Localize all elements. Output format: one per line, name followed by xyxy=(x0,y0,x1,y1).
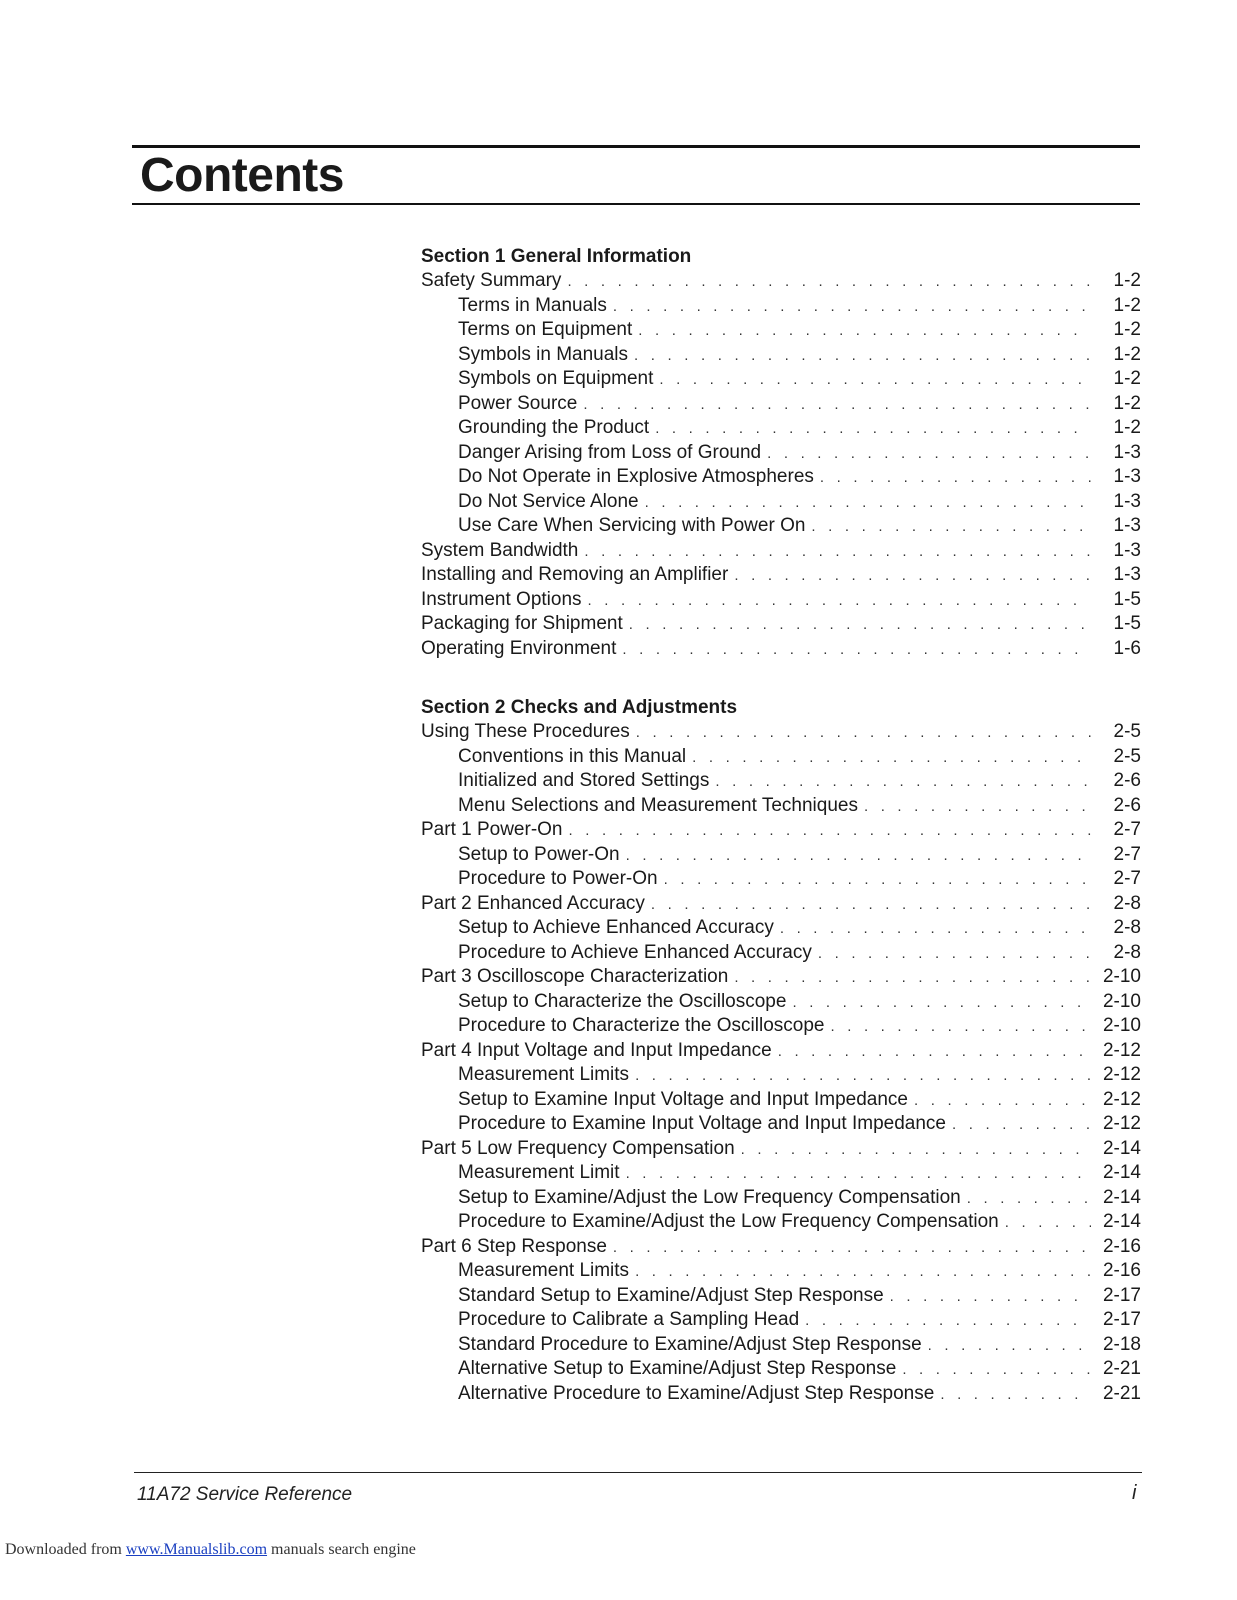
toc-entry[interactable] xyxy=(421,637,1141,662)
toc-entry-list xyxy=(421,720,1141,1406)
toc-page-number: 2-12 xyxy=(1102,1113,1141,1134)
toc-entry[interactable] xyxy=(421,1333,1141,1358)
dot-leader xyxy=(928,1334,1091,1359)
toc-entry-title: Part 4 Input Voltage and Input Impedance xyxy=(421,1039,772,1061)
toc-entry-title: Do Not Operate in Explosive Atmospheres xyxy=(458,466,814,487)
toc-page-number: 1-3 xyxy=(1113,564,1141,585)
toc-entry[interactable] xyxy=(421,916,1141,941)
toc-page-number: 2-8 xyxy=(1113,941,1141,963)
toc-entry[interactable] xyxy=(421,1259,1141,1284)
toc-entry-title: Power Source xyxy=(458,392,578,414)
toc-entry[interactable] xyxy=(421,843,1141,868)
dot-leader xyxy=(638,319,1091,344)
toc-page-number: 2-7 xyxy=(1113,819,1141,840)
dot-leader xyxy=(741,1138,1091,1163)
toc-entry-title: Menu Selections and Measurement Techniques xyxy=(458,794,858,816)
toc-page-number: 2-17 xyxy=(1102,1309,1141,1330)
toc-page-number: 1-3 xyxy=(1113,539,1141,561)
toc-entry[interactable] xyxy=(421,588,1141,613)
dot-leader xyxy=(626,1162,1091,1187)
dot-leader xyxy=(626,844,1091,869)
toc-entry-title: Conventions in this Manual xyxy=(458,745,687,767)
toc-page-number: 2-10 xyxy=(1102,990,1141,1012)
toc-page-number: 1-2 xyxy=(1113,343,1141,365)
toc-page-number: 2-16 xyxy=(1102,1260,1141,1281)
toc-entry[interactable] xyxy=(421,1039,1141,1064)
dot-leader xyxy=(655,417,1091,442)
toc-entry-title: Safety Summary xyxy=(421,270,562,291)
toc-page-number: 1-3 xyxy=(1113,441,1141,463)
toc-page-number: 1-3 xyxy=(1113,466,1141,487)
toc-page-number: 2-10 xyxy=(1102,1015,1141,1036)
toc-entry-title: System Bandwidth xyxy=(421,539,579,561)
toc-page-number: 2-16 xyxy=(1102,1235,1141,1257)
toc-entry-title: Standard Procedure to Examine/Adjust Step Response xyxy=(458,1333,922,1355)
dot-leader xyxy=(767,442,1091,467)
toc-page-number: 2-6 xyxy=(1113,770,1141,791)
toc-entry-title: Grounding the Product xyxy=(458,417,650,438)
dot-leader xyxy=(805,1309,1091,1334)
toc-entry[interactable] xyxy=(421,745,1141,770)
toc-page-number: 1-6 xyxy=(1113,637,1141,659)
toc-entry-title: Procedure to Examine/Adjust the Low Frequency Compensation xyxy=(458,1211,999,1232)
toc-entry-title: Part 5 Low Frequency Compensation xyxy=(421,1137,735,1159)
toc-entry-title: Using These Procedures xyxy=(421,721,630,742)
dot-leader xyxy=(734,966,1091,991)
dot-leader xyxy=(940,1383,1091,1408)
toc-entry[interactable] xyxy=(421,539,1141,564)
toc-entry[interactable] xyxy=(421,941,1141,966)
toc-page-number: 2-17 xyxy=(1102,1284,1141,1306)
footer-page-number: i xyxy=(1132,1482,1137,1504)
dot-leader xyxy=(583,393,1091,418)
toc-page-number: 1-5 xyxy=(1113,588,1141,610)
toc-page-number: 2-12 xyxy=(1102,1088,1141,1110)
dot-leader xyxy=(584,540,1091,565)
dot-leader xyxy=(902,1358,1091,1383)
toc-entry[interactable] xyxy=(421,490,1141,515)
toc-entry-title: Procedure to Calibrate a Sampling Head xyxy=(458,1309,800,1330)
dot-leader xyxy=(645,491,1091,516)
toc-entry-title: Terms in Manuals xyxy=(458,294,607,316)
toc-entry-title: Symbols in Manuals xyxy=(458,343,629,365)
dot-leader xyxy=(567,270,1091,295)
dot-leader xyxy=(734,564,1091,589)
toc-page-number: 2-12 xyxy=(1102,1064,1141,1085)
dot-leader xyxy=(588,589,1091,614)
toc-page-number: 2-21 xyxy=(1102,1382,1141,1404)
toc-entry[interactable] xyxy=(421,612,1141,637)
toc-page-number: 1-2 xyxy=(1113,392,1141,414)
footer-title: 11A72 Service Reference xyxy=(137,1484,353,1505)
toc-entry[interactable] xyxy=(421,794,1141,819)
toc-page-number: 2-18 xyxy=(1102,1333,1141,1355)
dot-leader xyxy=(792,991,1091,1016)
toc-entry[interactable] xyxy=(421,416,1141,441)
toc-page-number: 2-5 xyxy=(1113,745,1141,767)
dot-leader xyxy=(967,1187,1091,1212)
toc-page-number: 2-7 xyxy=(1113,868,1141,889)
toc-entry-title: Procedure to Power-On xyxy=(458,868,658,889)
toc-entry-title: Alternative Procedure to Examine/Adjust Step Response xyxy=(458,1382,935,1404)
toc-entry-title: Terms on Equipment xyxy=(458,319,633,340)
toc-page-number: 1-2 xyxy=(1113,417,1141,438)
dot-leader xyxy=(1005,1211,1091,1236)
toc-entry[interactable] xyxy=(421,269,1141,294)
toc-entry[interactable] xyxy=(421,1161,1141,1186)
toc-entry-title: Measurement Limits xyxy=(458,1260,630,1281)
dot-leader xyxy=(952,1113,1091,1138)
toc-entry-title: Setup to Examine/Adjust the Low Frequency Compensation xyxy=(458,1186,961,1208)
download-watermark xyxy=(5,1541,416,1559)
toc-entry[interactable] xyxy=(421,818,1141,843)
dot-leader xyxy=(635,1064,1091,1089)
section-heading: Section 1 General Information xyxy=(421,246,692,267)
dot-leader xyxy=(811,515,1091,540)
toc-entry[interactable] xyxy=(421,867,1141,892)
toc-page-number: 2-5 xyxy=(1113,721,1141,742)
toc-entry[interactable] xyxy=(421,1186,1141,1211)
dot-leader xyxy=(622,638,1091,663)
dot-leader xyxy=(659,368,1091,393)
dot-leader xyxy=(818,942,1091,967)
toc-page-number: 2-21 xyxy=(1102,1358,1141,1379)
toc-entry[interactable] xyxy=(421,769,1141,794)
toc-page-number: 1-3 xyxy=(1113,515,1141,536)
toc-entry[interactable] xyxy=(421,1014,1141,1039)
dot-leader xyxy=(830,1015,1091,1040)
section-heading: Section 2 Checks and Adjustments xyxy=(421,697,738,718)
dot-leader xyxy=(569,819,1092,844)
toc-entry-title: Use Care When Servicing with Power On xyxy=(458,515,806,536)
dot-leader xyxy=(613,1236,1091,1261)
toc-entry-title: Setup to Achieve Enhanced Accuracy xyxy=(458,917,774,938)
dot-leader xyxy=(664,868,1091,893)
toc-entry-title: Measurement Limit xyxy=(458,1162,620,1183)
dot-leader xyxy=(780,917,1091,942)
page-title: Contents xyxy=(140,149,344,202)
toc-entry[interactable] xyxy=(421,514,1141,539)
toc-entry-title: Alternative Setup to Examine/Adjust Step Response xyxy=(458,1358,897,1379)
dot-leader xyxy=(820,466,1091,491)
toc-page-number: 2-14 xyxy=(1102,1186,1141,1208)
watermark-link[interactable]: www.Manualslib.com xyxy=(125,1541,268,1558)
toc-entry[interactable] xyxy=(421,318,1141,343)
toc-entry-title: Danger Arising from Loss of Ground xyxy=(458,441,762,463)
toc-page-number: 1-2 xyxy=(1113,319,1141,340)
dot-leader xyxy=(890,1285,1091,1310)
toc-entry-list xyxy=(421,269,1141,661)
toc-entry[interactable] xyxy=(421,1382,1141,1407)
toc-entry[interactable] xyxy=(421,1210,1141,1235)
dot-leader xyxy=(692,746,1091,771)
toc-page-number: 2-14 xyxy=(1102,1211,1141,1232)
toc-page-number: 2-8 xyxy=(1113,917,1141,938)
toc-entry[interactable] xyxy=(421,441,1141,466)
toc-entry[interactable] xyxy=(421,465,1141,490)
toc-entry-title: Operating Environment xyxy=(421,637,617,659)
toc-entry[interactable] xyxy=(421,343,1141,368)
toc-entry[interactable] xyxy=(421,367,1141,392)
toc-entry[interactable] xyxy=(421,1235,1141,1260)
toc-entry-title: Part 2 Enhanced Accuracy xyxy=(421,892,645,914)
toc-entry-title: Procedure to Achieve Enhanced Accuracy xyxy=(458,941,812,963)
toc-page-number: 2-6 xyxy=(1113,794,1141,816)
toc-page-number: 1-2 xyxy=(1113,270,1141,291)
toc-page-number: 1-3 xyxy=(1113,490,1141,512)
toc-entry-title: Packaging for Shipment xyxy=(421,613,623,634)
toc-section-2 xyxy=(421,695,1141,1406)
toc-page-number: 2-14 xyxy=(1102,1137,1141,1159)
toc-page-number: 2-12 xyxy=(1102,1039,1141,1061)
toc-entry-title: Part 3 Oscilloscope Characterization xyxy=(421,966,729,987)
toc-entry-title: Measurement Limits xyxy=(458,1064,630,1085)
toc-section-1 xyxy=(421,244,1141,661)
toc-page-number: 2-7 xyxy=(1113,843,1141,865)
title-rule-bottom xyxy=(132,203,1140,205)
toc-entry[interactable] xyxy=(421,1063,1141,1088)
toc-entry-title: Installing and Removing an Amplifier xyxy=(421,564,729,585)
toc-entry-title: Part 1 Power-On xyxy=(421,819,563,840)
toc-page-number: 2-14 xyxy=(1102,1162,1141,1183)
toc-entry[interactable] xyxy=(421,990,1141,1015)
toc-entry[interactable] xyxy=(421,563,1141,588)
toc-entry-title: Symbols on Equipment xyxy=(458,368,654,389)
footer-rule xyxy=(134,1472,1142,1473)
toc-entry[interactable] xyxy=(421,1357,1141,1382)
toc-entry-title: Initialized and Stored Settings xyxy=(458,770,710,791)
dot-leader xyxy=(634,344,1091,369)
dot-leader xyxy=(864,795,1091,820)
dot-leader xyxy=(635,1260,1091,1285)
toc-entry-title: Do Not Service Alone xyxy=(458,490,639,512)
dot-leader xyxy=(715,770,1091,795)
toc-entry-title: Setup to Characterize the Oscilloscope xyxy=(458,990,787,1012)
toc-entry-title: Procedure to Examine Input Voltage and Input Impedance xyxy=(458,1113,946,1134)
toc-entry-title: Instrument Options xyxy=(421,588,582,610)
toc-page-number: 1-5 xyxy=(1113,613,1141,634)
toc-entry[interactable] xyxy=(421,965,1141,990)
dot-leader xyxy=(613,295,1091,320)
toc-entry[interactable] xyxy=(421,1088,1141,1113)
toc-entry[interactable] xyxy=(421,392,1141,417)
dot-leader xyxy=(651,893,1091,918)
toc-entry[interactable] xyxy=(421,720,1141,745)
toc-entry-title: Setup to Power-On xyxy=(458,843,620,865)
toc-entry[interactable] xyxy=(421,1112,1141,1137)
toc-entry[interactable] xyxy=(421,1137,1141,1162)
toc-entry-title: Standard Setup to Examine/Adjust Step Response xyxy=(458,1284,884,1306)
toc-entry-title: Setup to Examine Input Voltage and Input Impedance xyxy=(458,1088,908,1110)
toc-entry-title: Part 6 Step Response xyxy=(421,1235,607,1257)
toc-entry[interactable] xyxy=(421,1308,1141,1333)
toc-entry-title: Procedure to Characterize the Oscilloscope xyxy=(458,1015,825,1036)
watermark-suffix: manuals search engine xyxy=(267,1541,416,1558)
watermark-prefix: Downloaded from xyxy=(5,1541,126,1558)
dot-leader xyxy=(914,1089,1091,1114)
toc-page-number: 2-10 xyxy=(1102,966,1141,987)
dot-leader xyxy=(778,1040,1091,1065)
toc-page-number: 1-2 xyxy=(1113,368,1141,389)
toc-entry[interactable] xyxy=(421,294,1141,319)
toc-entry[interactable] xyxy=(421,1284,1141,1309)
toc-entry[interactable] xyxy=(421,892,1141,917)
toc-page-number: 2-8 xyxy=(1113,892,1141,914)
toc-page-number: 1-2 xyxy=(1113,294,1141,316)
dot-leader xyxy=(629,613,1091,638)
dot-leader xyxy=(636,721,1091,746)
